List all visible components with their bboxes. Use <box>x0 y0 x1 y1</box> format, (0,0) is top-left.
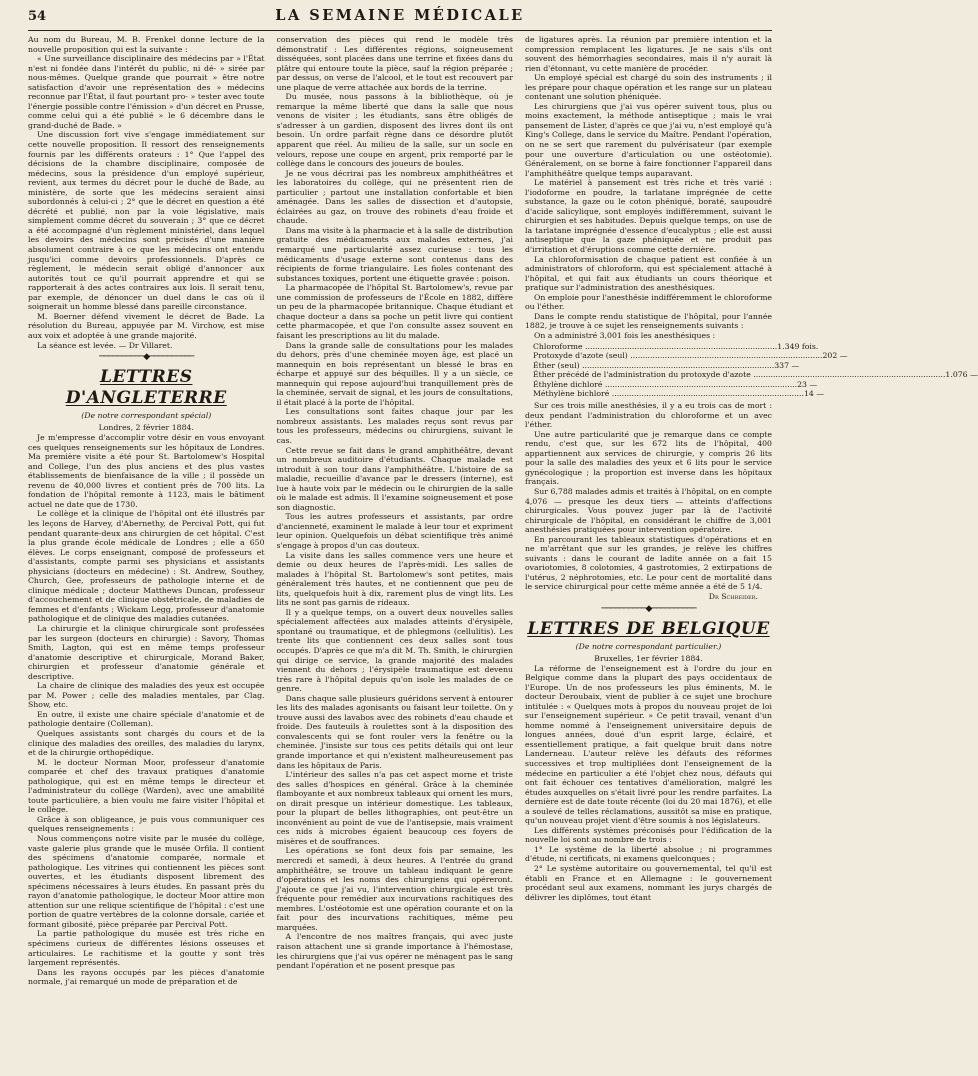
column-2 <box>277 35 514 1071</box>
paragraph: La chaire de clinique des maladies des yeux est occupée par M. Power ; celle des maladies mentales, par Clag. Show, etc. <box>28 681 265 710</box>
paragraph: Du musée, nous passons à la bibliothèque, où je remarque la même liberté que dans la salle que nous venons de visiter ; les étudiants, sans être obligés de s'adresser à un gardien, disposent des livres dont ils ont besoin. Un ordre parfait règne dans ce désordre plutôt apparent que réel. Au milieu de la salle, sur un socle en velours, repose une coupe en argent, prix remporté par le collège dans le concours des joueurs de boules. <box>276 92 513 169</box>
paragraph: Dans les rayons occupés par les pièces d'anatomie normale, j'ai remarqué un mode de préparation et de <box>28 967 265 987</box>
quoted-proposition: « Une surveillance disciplinaire des médecins par » l'État n'est ni fondée dans l'intérêt du public, ni dé- » sirée par nous-mêmes. Quelque grande que pourrait » être notre satisfaction d'avoir une représentation des » médecins reconnue par l'État, il faut pourtant pro- » tester avec toute l'énergie possible contre l'émission » d'un décret en Prusse, comme celui qui a été publié » le 6 décembre dans le grand-duché de Bade. » <box>28 54 265 130</box>
paragraph: Nous commençons notre visite par le musée du collège, vaste galerie plus grande que le musée Orfila. Il contient des spécimens d'anatomie comparée, normale et pathologique. Les vitrines qui contiennent les pièces sont ouvertes, et les étudiants disposent librement des spécimens nécessaires à leurs études. En passant près du rayon d'anatomie pathologique, le docteur Moor attire mon attention sur une relique scientifique de l'hôpital : c'est une portion de quatre vertèbres de la colonne dorsale, cariée et formant gibosité, pièce préparée par Percival Pott. <box>28 834 265 929</box>
paragraph: Le collège et la clinique de l'hôpital ont été illustrés par les leçons de Harvey, d'Abernethy, de Percival Pott, qui fut pendant quarante-deux ans chirurgien de cet hôpital. C'est la plus grande école médicale de Londres ; elle a 650 élèves. Le corps enseignant, composé de professeurs et d'assistants, compte parmi ses physicians et assistants physicians (docteurs en médecine) : St. Andrew, Southey, Church, Gee, professeurs de pathologie interne et de clinique médicale ; docteur Matthews Duncan, professeur d'accouchement et de clinique obstétricale, de maladies de femmes et d'enfants ; Wickam Legg, professeur d'anatomie pathologique et de clinique des maladies cutanées. <box>28 509 265 624</box>
anesthesia-stats-table <box>533 341 978 400</box>
section-title-belgique: LETTRES DE BELGIQUE <box>527 618 770 639</box>
page-header <box>28 0 772 31</box>
paragraph: La visite dans les salles commence vers une heure et demie ou deux heures de l'après-midi. Les salles de malades à l'hôpital St. Bartolomew's sont petites, mais généralement très hautes, et ne contiennent que peu de lits, quelquefois huit à dix, rarement plus de vingt lits. Les lits ne sont pas garnis de rideaux. <box>276 550 513 608</box>
paragraph: 2° Le système autoritaire ou gouvernemental, tel qu'il est établi en France et en Allemagne : le gouvernement procédant seul aux examens, nommant les jurys chargés de délivrer les diplômes, tout étant <box>525 864 772 902</box>
paragraph: Une autre particularité que je remarque dans ce compte rendu, c'est que, sur les 672 lits de l'hôpital, 400 appartiennent aux services de chirurgie, y compris 26 lits pour la salle des maladies des yeux et 6 lits pour le service gynécologique ; la proportion est inverse dans les hôpitaux français. <box>525 429 772 487</box>
stats-value: 14 — <box>803 389 825 399</box>
stats-label: Protoxyde d'azote (seul) ..... <box>533 351 822 361</box>
paragraph: Cette revue se fait dans le grand amphithéâtre, devant un nombreux auditoire d'étudiants. Chaque malade est introduit à son tour dans l'amphithéâtre. L'histoire de sa maladie, recueillie d'avance par le dressers (interne), est lue à haute voix par le médecin ou le chirurgien de la salle où le malade est admis. Il l'examine soigneusement et pose son diagnostic. <box>276 445 513 512</box>
paragraph: En parcourant les tableaux statistiques d'opérations et en ne m'arrêtant que sur les grandes, je relève les chiffres suivants : dans le courant de ladite année on a fait 15 ovariotomies, 8 colotomies, 4 gastrotomies, 2 extirpations de l'utérus, 2 néphrotomies, etc. Le pour cent de mortalité dans le service chirurgical pour cette même année a été de 5 1/4. <box>525 534 772 592</box>
paragraph: Il y a quelque temps, on a ouvert deux nouvelles salles spécialement affectées aux malades atteints d'érysipèle, spontané ou traumatique, et de phlegmons (cellulitis). Les trente lits que contiennent ces deux salles sont tous occupés. D'après ce que m'a dit M. Th. Smith, le chirurgien qui dirige ce service, la grande majorité des malades viennent du dehors ; l'érysipèle traumatique est devenu très rare à l'hôpital depuis qu'on isole les malades de ce genre. <box>276 607 513 694</box>
paragraph: A l'encontre de nos maîtres français, qui avec juste raison attachent une si grande importance à l'hémostase, les chirurgiens que j'ai vus opérer ne ménagent pas le sang pendant l'opération et ne posent presque pas <box>276 932 513 971</box>
paragraph: Les opérations se font deux fois par semaine, les mercredi et samedi, à deux heures. A l'entrée du grand amphithéâtre, se trouve un tableau indiquant le genre d'opérations et les noms des chirurgiens qui opéreront. J'ajoute ce que j'ai vu, l'intervention chirurgicale est très fréquente pour remédier aux incurvations rachitiques des membres. L'ostéotomie est une opération courante et on la fait pour des incurvations rachitiques, même peu marquées. <box>276 846 513 932</box>
stats-value: 1.349 fois. <box>777 341 819 351</box>
paragraph: La pharmacopée de l'hôpital St. Bartolomew's, revue par une commission de professeurs de l'École en 1882, diffère un peu de la pharmacopée britannique. Chaque étudiant et chaque docteur a dans sa poche un petit livre qui contient cette pharmacopée, et que l'on consulte assez souvent en faisant les prescriptions au lit du malade. <box>276 283 513 340</box>
paragraph: Sur 6,788 malades admis et traités à l'hôpital, on en compte 4,076 — presque les deux tiers — atteints d'affections chirurgicales. Vous pouvez juger par là de l'activité chirurgicale de l'hôpital, en considérant le chiffre de 3,001 anesthésies pratiquées pour intervention opératoire. <box>525 486 772 535</box>
section-title-angleterre: LETTRES D'ANGLETERRE <box>65 367 227 409</box>
paragraph: 1° Le système de la liberté absolue ; ni programmes d'étude, ni certificats, ni examens quelconques ; <box>525 844 772 864</box>
page-number: 54 <box>28 9 47 24</box>
paragraph: Un employé spécial est chargé du soin des instruments ; il les prépare pour chaque opération et les range sur un plateau contenant une solution phéniquée. <box>525 73 772 102</box>
paragraph: M. le docteur Norman Moor, professeur d'anatomie comparée et chef des travaux pratiques d'anatomie pathologique, qui est en même temps le directeur et l'administrateur du collège (Warden), avec une amabilité toute particulière, a bien voulu me faire visiter l'hôpital et le collège. <box>28 757 265 815</box>
stats-row <box>533 389 825 399</box>
paragraph: La partie pathologique du musée est très riche en spécimens curieux de différentes lésions osseuses et articulaires. Le rachitisme et la goutte y sont très largement représentés. <box>28 929 265 968</box>
section-divider: ──────────◆────────── <box>99 352 194 363</box>
stats-label: Éther précédé de l'administration du protoxyde d'azote ..... <box>533 370 945 380</box>
paragraph: Quelques assistants sont chargés du cours et de la clinique des maladies des oreilles, des maladies du larynx, et de la chirurgie orthopédique. <box>28 729 265 758</box>
paragraph: On a administré 3,001 fois les anesthésiques : <box>534 330 716 340</box>
stats-label: Éther (seul) ..... <box>533 361 774 371</box>
paragraph: La chloroformisation de chaque patient est confiée à un administrators of chloroform, qui est spécialement attaché à l'hôpital, et qui fait aux étudiants un cours théorique et pratique sur l'administration des anesthésiques. <box>525 254 772 293</box>
stats-row <box>533 370 978 380</box>
stats-value: 1.076 — <box>945 370 978 380</box>
stats-row <box>533 351 848 361</box>
stats-value: 337 — <box>774 360 800 370</box>
paragraph: Dans chaque salle plusieurs guéridons servent à entourer les lits des malades agonisants ou faisant leur toilette. On y trouve aussi des lavabos avec des robinets d'eau chaude et froide. Des fauteuils à roulettes sont à la disposition des convalescents qui se font rouler vers la fenêtre ou la cheminée. J'insiste sur tous ces petits détails qui ont leur grande importance et qui n'existent malheureusement pas dans les hôpitaux de Paris. <box>276 693 513 770</box>
paragraph: conservation des pièces qui rend le modèle très démonstratif : Les différentes régions, soigneusement disséquées, sont placées dans une terrine et fixées dans du plâtre qui entoure toute la pièce, sauf la région préparée ; par dessus, on verse de l'alcool, et le tout est recouvert par une plaque de verre attachée aux bords de la terrine. <box>276 35 513 92</box>
stats-value: 202 — <box>822 351 848 361</box>
paragraph: Sur ces trois mille anesthésies, il y a eu trois cas de mort : deux pendant l'administration du chloroforme et un avec l'éther. <box>525 401 772 430</box>
stats-row <box>533 360 800 371</box>
byline: (De notre correspondant particulier.) <box>575 641 722 651</box>
paragraph: Le matériel à pansement est très riche et très varié : l'iodoforme en poudre, la tarlatane imprégnée de cette substance, la gaze ou le coton phéniqué, boraté, saupoudré d'acide salicylique, sont employés indifféremment, suivant le chirurgien et ses habitudes. Depuis quelque temps, on use de la tarlatane imprégnée d'essence d'eucalyptus ; elle est aussi antiseptique que la gaze phéniquée et ne produit pas d'irritation et d'éruptions comme cette dernière. <box>525 178 772 255</box>
paragraph: Je m'empresse d'accomplir votre désir en vous envoyant ces quelques renseignements sur les hôpitaux de Londres. Ma première visite a été pour St. Bartolomew's Hospital and College, l'un des plus anciens et des plus vastes établissements de bienfaisance de la ville ; il possède un revenu de 40,000 livres et contient près de 700 lits. La fondation de l'hôpital remonte à 1123, mais le bâtiment actuel ne date que de 1730. <box>28 433 265 509</box>
byline: (De notre correspondant spécial) <box>81 411 212 421</box>
paragraph: L'intérieur des salles n'a pas cet aspect morne et triste des salles d'hospices en général. Grâce à la cheminée flamboyante et aux nombreux tableaux qui ornent les murs, on dirait presque un intérieur domestique. Les tableaux, pour la plupart de belles lithographies, ont peut-être un inconvénient au point de vue de l'antisepsie, mais vraiment ces nids à microbes égaient beaucoup ces foyers de misères et de souffrances. <box>276 770 513 846</box>
paragraph: Dans ma visite à la pharmacie et à la salle de distribution gratuite des médicaments aux malades externes, j'ai remarqué une particularité assez curieuse : tous les médicaments d'usage externe sont contenus dans des récipients de forme triangulaire. Les fioles contenant des substances toxiques, portent une étiquette gravée : poison. <box>276 225 513 283</box>
paragraph: En outre, il existe une chaire spéciale d'anatomie et de pathologie dentaire (Colleman). <box>28 709 265 729</box>
dateline: Bruxelles, 1er février 1884. <box>594 653 703 663</box>
paragraph: Les consultations sont faites chaque jour par les nombreux assistants. Les malades reçus sont revus par tous les professeurs, médecins ou chirurgiens, suivant le cas. <box>276 407 513 445</box>
paragraph: La chirurgie et la clinique chirurgicale sont professées par les surgeon (docteurs en chirurgie) : Savory, Thomas Smith, Lagton, qui est en même temps professeur d'anatomie descriptive et chirurgicale, Morand Baker, chirurgien et professeur d'anatomie générale et descriptive. <box>28 623 265 681</box>
stats-label: Chloroforme ..... <box>533 342 777 352</box>
stats-row <box>533 379 818 390</box>
session-closing: La séance est levée. — Dr Villaret. <box>37 340 173 350</box>
stats-label: Éthylène dichloré ..... <box>533 380 797 390</box>
stats-row <box>533 341 819 352</box>
signature: Dr Schreider. <box>708 592 758 601</box>
text-columns <box>14 31 978 1071</box>
section-divider: ──────────◆────────── <box>601 603 696 614</box>
journal-title: LA SEMAINE MÉDICALE <box>275 7 525 24</box>
paragraph: M. Boerner défend vivement le décret de Bade. La résolution du Bureau, appuyée par M. Virchow, est mise aux voix et adoptée à une grande majorité. <box>28 311 265 340</box>
stats-value: 23 — <box>797 379 818 389</box>
column-1 <box>28 35 265 1071</box>
paragraph: Les chirurgiens que j'ai vus opérer suivent tous, plus ou moins exactement, la méthode antiseptique ; mais le vrai pansement de Lister, d'après ce que j'ai vu, n'est employé qu'à King's College, dans le service du Maître. Pendant l'opération, on ne se sert que rarement du pulvérisateur (par exemple pour une ouverture d'articulation ou une ostéotomie). Généralement, on se borne à faire fonctionner l'appareil dans l'amphithéâtre quelque temps auparavant. <box>525 101 772 178</box>
paragraph: Je ne vous décrirai pas les nombreux amphithéâtres et les laboratoires du collège, qui ne présentent rien de particulier ; partout une installation confortable et bien aménagée. Dans les salles de dissection et d'autopsie, éclairées au gaz, on trouve des robinets d'eau froide et chaude. <box>276 168 513 226</box>
paragraph: On emploie pour l'anesthésie indifféremment le chloroforme ou l'éther. <box>525 292 772 312</box>
paragraph: Une discussion fort vive s'engage immédiatement sur cette nouvelle proposition. Il ressort des renseignements fournis par les différents orateurs : 1° Que l'appel des décisions de la chambre disciplinaire, composée de médecins, sous la présidence d'un employé supérieur, revient, aux termes du décret pour le duché de Bade, au ministère, de sorte que les médecins seraient ainsi subordonnés à celui-ci ; 2° que le décret en question a été décrété et publié, non par la voie législative, mais simplement comme décret du souverain ; 3° que ce décret a été accompagné d'un règlement ministériel, dans lequel les devoirs des médecins sont précisés d'une manière absolument contraire à ce que les médecins ont entendu jusqu'ici comme devoirs professionnels. D'après ce règlement, le médecin serait obligé d'annoncer aux autorités tout ce qu'il pourrait apprendre et qui se rapporterait à des actes contraires aux lois. Il serait tenu, par exemple, de dénoncer un duel dans le cas où il soignerait un homme blessé dans pareille circonstance. <box>28 130 265 312</box>
paragraph: La réforme de l'enseignement est à l'ordre du jour en Belgique comme dans la plupart des pays occidentaux de l'Europe. Un de nos professeurs les plus éminents, M. le docteur Deroubaix, vient de publier à ce sujet une brochure intitulée : « Quelques mots à propos du nouveau projet de loi sur l'enseignement supérieur. » Ce petit travail, venant d'un homme nommé à l'enseignement universitaire depuis de longues années, doué d'un esprit large, éclairé, et essentiellement pratique, a fait quelque bruit dans notre Landerneau. L'auteur relève les défauts des réformes successives et trop multipliées dont l'enseignement de la médecine en particulier a été l'objet chez nous, défauts qui ont fait échouer ces tentatives d'amélioration, malgré les études auxquelles on s'était livré pour les rendre parfaites. La dernière est de date toute récente (loi du 20 mai 1876), et elle a soulevé de telles réclamations, aussitôt sa mise en pratique, qu'un nouveau projet vient d'être soumis à nos législateurs. <box>525 663 772 826</box>
stats-label: Méthylène bichloré ..... <box>533 389 804 399</box>
paragraph: Dans la grande salle de consultations pour les malades du dehors, près d'une cheminée moyen âge, est placé un mannequin en bois représentant un blessé le bras en écharpe et appuyé sur des béquilles. Il y a un siècle, ce mannequin qui repose aujourd'hui tranquillement près de la cheminée, servait de signal, et les jours de consultations, il était placé à la porte de l'hôpital. <box>276 340 513 407</box>
paragraph: Les différents systèmes préconisés pour l'édification de la nouvelle loi sont au nombre de trois : <box>525 825 772 845</box>
paragraph: Tous les autres professeurs et assistants, par ordre d'ancienneté, examinent le malade à leur tour et expriment leur opinion. Quelquefois un débat scientifique très animé s'engage à propos d'un cas douteux. <box>276 512 513 550</box>
paragraph: Au nom du Bureau, M. B. Frenkel donne lecture de la nouvelle proposition qui est la suivante : <box>28 35 265 54</box>
paragraph: de ligatures après. La réunion par première intention et la compression remplacent les ligatures. Je ne sais s'ils ont souvent des hémorrhagies secondaires, mais il n'y aurait là rien d'étonnant, vu cette manière de procéder. <box>525 35 772 73</box>
paragraph: Grâce à son obligeance, je puis vous communiquer ces quelques renseignements : <box>28 814 265 834</box>
paragraph: Dans le compte rendu statistique de l'hôpital, pour l'année 1882, je trouve à ce sujet les renseignements suivants : <box>525 311 772 331</box>
column-3 <box>525 35 978 1071</box>
dateline: Londres, 2 février 1884. <box>98 423 194 433</box>
